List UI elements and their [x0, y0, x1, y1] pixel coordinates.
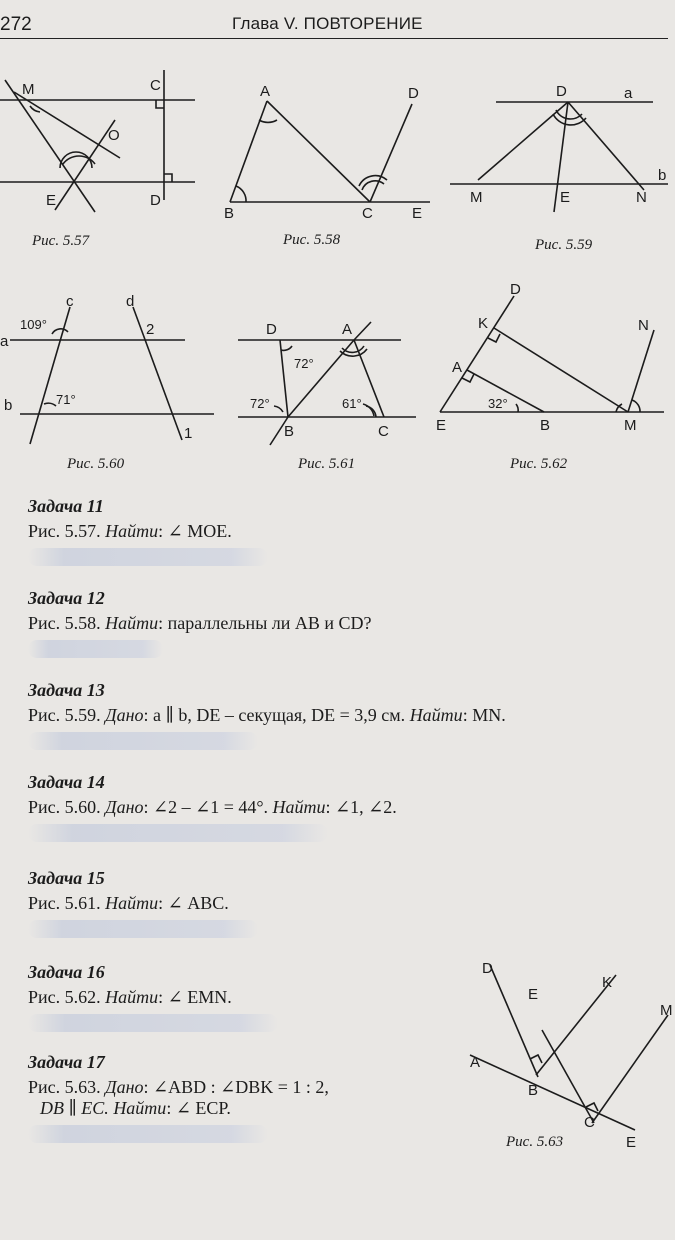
label-72deg-top: 72°	[294, 356, 314, 371]
label-b: b	[658, 167, 667, 184]
page-header	[0, 0, 675, 40]
task-statement: Рис. 5.60. Дано: ∠2 – ∠1 = 44°. Найти: ∠1, ∠2.	[28, 797, 397, 817]
task-title: Задача 11	[28, 496, 104, 516]
label-B: B	[528, 1082, 539, 1099]
label-C: C	[584, 1114, 595, 1131]
label-B: B	[224, 205, 235, 222]
label-A: A	[452, 359, 463, 376]
label-M: M	[624, 417, 637, 434]
label-M: M	[22, 81, 35, 98]
task-title: Задача 16	[28, 962, 105, 982]
answer-blurred	[28, 1125, 268, 1143]
label-D: D	[556, 83, 567, 100]
figure-5-59	[448, 80, 673, 240]
task-title: Задача 12	[28, 588, 105, 608]
label-b: b	[4, 397, 13, 414]
label-E: E	[46, 192, 57, 209]
caption-5-59: Рис. 5.59	[535, 237, 593, 253]
label-E-bottom: E	[626, 1134, 637, 1151]
answer-blurred	[28, 732, 258, 750]
label-c: c	[66, 293, 74, 310]
caption-5-62: Рис. 5.62	[510, 456, 568, 472]
label-71deg: 71°	[56, 392, 76, 407]
task-title: Задача 17	[28, 1052, 105, 1072]
caption-5-61: Рис. 5.61	[298, 456, 356, 472]
label-N: N	[636, 189, 647, 206]
figure-5-57	[0, 60, 210, 230]
label-O: O	[108, 127, 120, 144]
answer-blurred	[28, 548, 268, 566]
task-statement: Рис. 5.62. Найти: ∠ EMN.	[28, 987, 232, 1007]
figure-5-60	[0, 292, 225, 452]
task-statement: Рис. 5.59. Дано: a ∥ b, DE – секущая, DE = 3,9 см. Найти: MN.	[28, 705, 506, 725]
label-E: E	[412, 205, 423, 222]
label-B: B	[284, 423, 295, 440]
task-title: Задача 15	[28, 868, 105, 888]
label-E: E	[560, 189, 571, 206]
task-13	[28, 680, 506, 750]
task-statement-line2: DB ∥ EC. Найти: ∠ ECP.	[40, 1098, 231, 1118]
label-D: D	[408, 85, 419, 102]
label-K: K	[602, 974, 613, 991]
label-K: K	[478, 315, 489, 332]
answer-blurred	[28, 920, 258, 938]
answer-blurred	[28, 1014, 278, 1032]
label-M: M	[470, 189, 483, 206]
label-C: C	[378, 423, 389, 440]
caption-5-58: Рис. 5.58	[283, 232, 341, 248]
label-A: A	[342, 321, 353, 338]
answer-blurred	[28, 824, 328, 842]
label-72deg-left: 72°	[250, 396, 270, 411]
label-61deg: 61°	[342, 396, 362, 411]
label-C: C	[362, 205, 373, 222]
task-17	[28, 1052, 468, 1143]
figure-5-62	[432, 280, 672, 445]
figure-5-58	[222, 80, 437, 230]
label-N: N	[638, 317, 649, 334]
label-D: D	[482, 960, 493, 977]
figure-5-61	[236, 320, 416, 450]
caption-5-60: Рис. 5.60	[67, 456, 125, 472]
task-statement: Рис. 5.58. Найти: параллельны ли AB и CD?	[28, 613, 372, 633]
task-statement: Рис. 5.61. Найти: ∠ ABC.	[28, 893, 229, 913]
label-a: a	[0, 333, 9, 350]
task-statement: Рис. 5.57. Найти: ∠ MOE.	[28, 521, 232, 541]
label-1: 1	[184, 425, 193, 442]
label-C: C	[150, 77, 161, 94]
task-title: Задача 13	[28, 680, 105, 700]
header-rule	[0, 38, 668, 39]
label-32deg: 32°	[488, 396, 508, 411]
label-A: A	[260, 83, 271, 100]
chapter-title: Глава V. ПОВТОРЕНИЕ	[232, 14, 423, 33]
caption-5-57: Рис. 5.57	[32, 233, 90, 249]
task-statement: Рис. 5.63. Дано: ∠ABD : ∠DBK = 1 : 2,	[28, 1077, 329, 1097]
label-D: D	[150, 192, 161, 209]
label-B: B	[540, 417, 551, 434]
label-A: A	[470, 1054, 481, 1071]
label-E: E	[436, 417, 447, 434]
label-a: a	[624, 85, 633, 102]
answer-blurred	[28, 640, 163, 658]
page-number: 272	[0, 14, 32, 35]
label-d: d	[126, 293, 135, 310]
figure-5-63	[470, 955, 675, 1155]
task-16	[28, 962, 468, 1032]
task-title: Задача 14	[28, 772, 105, 792]
label-M: M	[660, 1002, 673, 1019]
label-D: D	[510, 281, 521, 298]
caption-5-63: Рис. 5.63	[506, 1134, 564, 1150]
task-11	[28, 496, 468, 566]
label-D: D	[266, 321, 277, 338]
label-2: 2	[146, 321, 155, 338]
label-109deg: 109°	[20, 317, 47, 332]
task-15	[28, 868, 468, 938]
task-14	[28, 772, 468, 842]
task-12	[28, 588, 468, 658]
label-E-top: E	[528, 986, 539, 1003]
